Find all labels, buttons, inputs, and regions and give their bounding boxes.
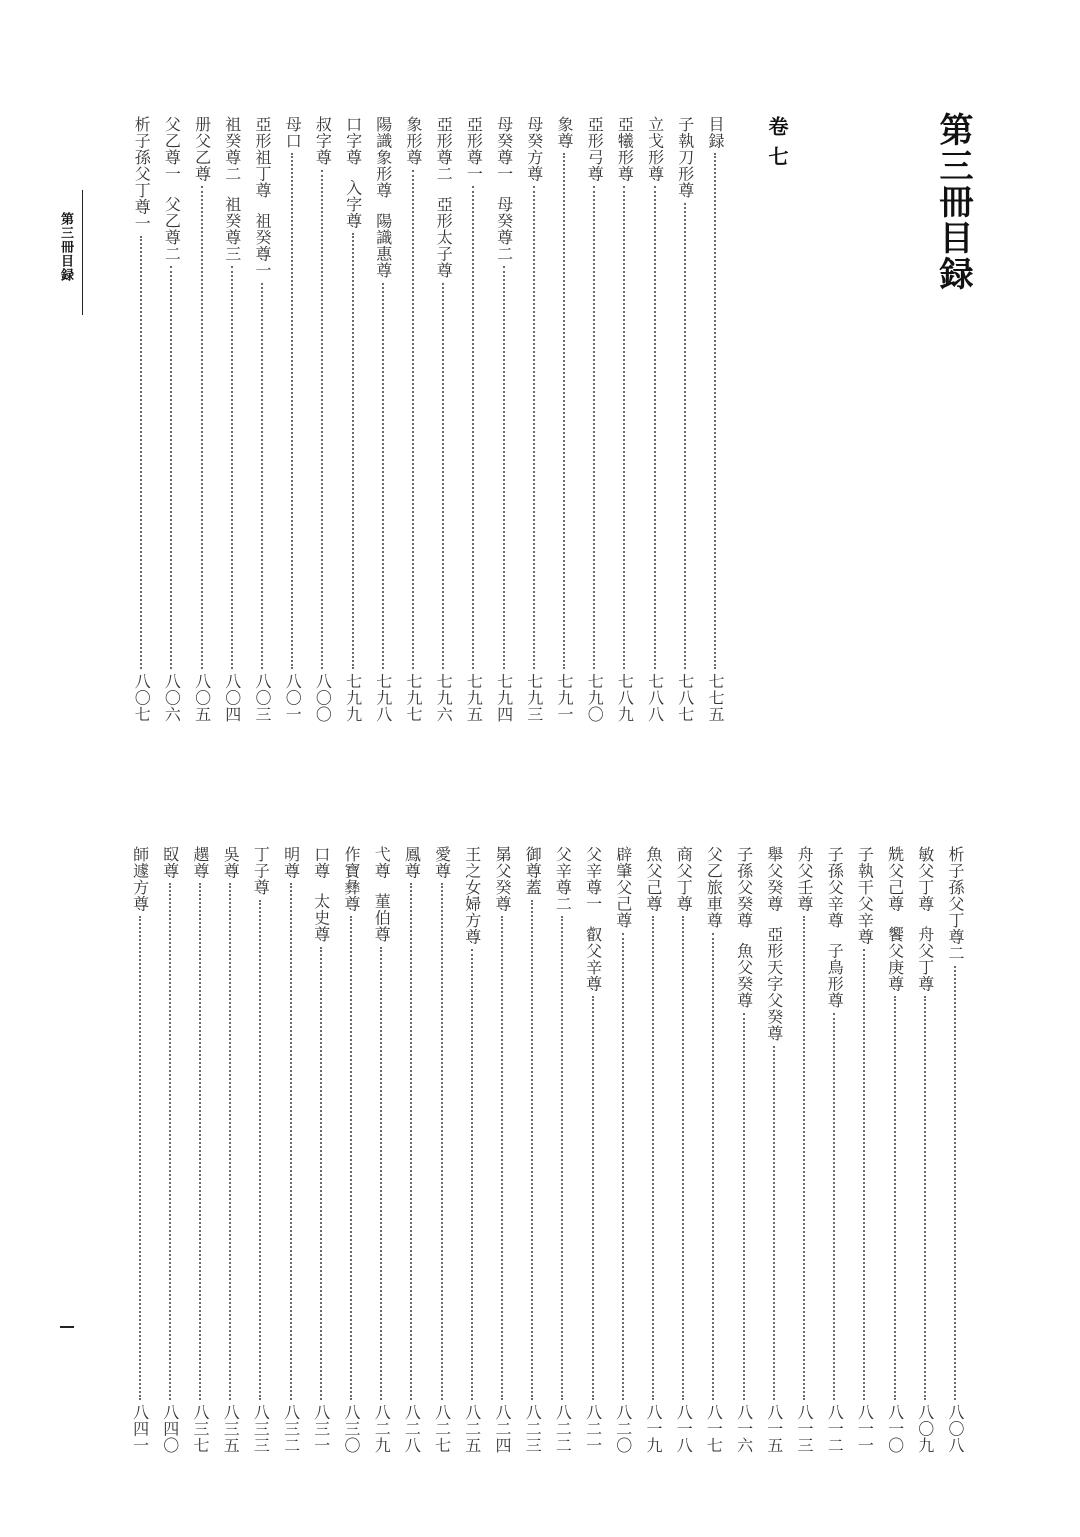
toc-leader-dots <box>533 186 535 669</box>
toc-entry-title <box>224 116 240 262</box>
toc-leader-dots <box>652 916 654 1400</box>
toc-entry-title-part: 母癸方尊 <box>524 116 544 182</box>
toc-leader-dots <box>743 1013 745 1400</box>
toc-entry-title <box>615 846 631 929</box>
toc-entry-page: 七九四 <box>494 672 514 722</box>
toc-entry-page: 八一〇 <box>885 1403 905 1453</box>
toc-entry-title <box>917 846 933 992</box>
toc-entry-title-part: 母癸尊二 <box>494 196 514 262</box>
toc-entry-title <box>251 846 271 896</box>
toc-entry-title-part: 象形尊 <box>404 116 423 166</box>
toc-entry <box>155 846 185 1453</box>
toc-leader-dots <box>684 203 686 669</box>
toc-entry-title-part: 立戈形尊 <box>645 116 665 182</box>
toc-entry <box>277 116 307 722</box>
toc-leader-dots <box>352 233 354 669</box>
toc-entry <box>427 846 457 1453</box>
toc-entry-title <box>194 116 210 182</box>
toc-entry-title <box>464 116 484 182</box>
toc-entry-page: 八二九 <box>372 1403 392 1453</box>
toc-entry <box>547 846 577 1453</box>
toc-entry-title-part: 商父丁尊 <box>674 846 694 912</box>
toc-leader-dots <box>169 883 171 1400</box>
toc-entry-title-part: 魚父癸尊 <box>734 942 754 1009</box>
toc-entry-title <box>704 846 724 929</box>
toc-entry-title <box>313 116 333 166</box>
toc-entry-title-part: 父辛尊一 <box>583 846 603 912</box>
toc-entry-title-part: 舉父癸尊 <box>764 846 784 912</box>
toc-entry-title-part: 作寶彝尊 <box>342 846 361 912</box>
toc-entry-title-part: 析子孫父丁尊一 <box>132 116 152 232</box>
toc-entry <box>700 116 730 722</box>
toc-entry-page: 八二二 <box>553 1403 573 1453</box>
toc-entry-title <box>132 846 148 912</box>
toc-entry-title-part: 辟肇父己尊 <box>613 846 633 929</box>
toc-entry-page: 八〇九 <box>915 1403 935 1453</box>
toc-entry-page: 七八八 <box>645 672 665 722</box>
toc-entry-title-part: 太史尊 <box>311 893 331 943</box>
running-head-text: 第三冊目録 <box>58 212 73 282</box>
toc-entry-title-part: 口字尊 <box>343 116 363 166</box>
toc-leader-dots <box>471 949 473 1400</box>
toc-entry-title-part: 鳳尊 <box>402 846 422 879</box>
toc-entry-title-part: 臤尊 <box>160 846 180 879</box>
toc-entry-page: 八三二 <box>281 1403 301 1453</box>
toc-entry-title <box>372 846 392 943</box>
toc-entry-title-part: 饗父庚尊 <box>885 926 905 992</box>
toc-entry-title <box>947 846 963 962</box>
toc-leader-dots <box>592 996 594 1400</box>
toc-entry-title <box>402 846 422 879</box>
toc-entry-title <box>434 116 454 279</box>
toc-entry-page: 八一五 <box>764 1403 784 1453</box>
toc-entry-title-part: 目録 <box>706 116 725 149</box>
toc-entry-title-part: 魚父己尊 <box>644 846 663 912</box>
toc-entry-title-part: 晜父癸尊 <box>493 846 512 912</box>
toc-entry-page: 八〇五 <box>192 672 212 722</box>
toc-entry-title <box>825 846 845 1009</box>
toc-entry-title-part: 叡父辛尊 <box>583 926 603 992</box>
toc-entry-title-part: 菫伯尊 <box>372 893 392 943</box>
toc-entry-title <box>345 116 361 229</box>
toc-entry-title-part: 子執干父辛尊 <box>855 846 875 945</box>
toc-entry-title-part: 陽識惠尊 <box>373 212 393 279</box>
toc-entry <box>336 846 366 1453</box>
toc-entry-page: 八三三 <box>251 1403 271 1453</box>
toc-entry <box>880 846 910 1453</box>
toc-entry-title <box>523 846 543 896</box>
toc-entry-page: 八一三 <box>795 1403 814 1453</box>
toc-entry-page: 七九五 <box>464 672 484 722</box>
toc-entry-title <box>887 846 903 992</box>
toc-entry-title <box>585 846 601 992</box>
toc-entry-title-part: 趩尊 <box>191 846 210 879</box>
toc-entry-page: 八四一 <box>130 1403 150 1453</box>
toc-entry-title-part: 父乙尊二 <box>162 196 182 262</box>
juan-heading: 卷七 <box>765 116 789 176</box>
toc-entry-title-part: 王之女婦方尊 <box>462 846 482 945</box>
toc-entry-page: 八二三 <box>523 1403 543 1453</box>
toc-entry-title-part: 母癸尊一 <box>494 116 514 182</box>
toc-entry-title-part: 父乙尊一 <box>162 116 182 182</box>
toc-entry <box>670 116 700 722</box>
toc-entry-page: 七九七 <box>404 672 423 722</box>
toc-entry-title <box>132 116 152 232</box>
toc-entry-page: 八四〇 <box>160 1403 180 1453</box>
toc-entry <box>125 846 155 1453</box>
toc-leader-dots <box>412 170 414 669</box>
toc-entry-title-part: 亞犧形尊 <box>615 116 635 182</box>
toc-entry <box>215 846 245 1453</box>
toc-leader-dots <box>140 236 142 669</box>
toc-leader-dots <box>623 186 625 669</box>
toc-entry <box>247 116 277 722</box>
toc-entry-title <box>553 846 573 912</box>
toc-entry <box>307 116 337 722</box>
toc-entry-title <box>283 116 303 149</box>
toc-leader-dots <box>833 1013 835 1400</box>
toc-entry-title <box>645 846 661 912</box>
toc-entry-title-part: 御尊蓋 <box>523 846 543 896</box>
toc-leader-dots <box>442 283 444 669</box>
toc-entry <box>156 116 186 722</box>
toc-leader-dots <box>894 996 896 1400</box>
toc-entry-page: 七九九 <box>343 672 363 722</box>
toc-entry-page: 八〇七 <box>132 672 152 722</box>
folio-mark <box>60 1326 74 1328</box>
toc-entry-page: 七九〇 <box>585 672 605 722</box>
toc-entry-title-part: 師遽方尊 <box>130 846 150 912</box>
toc-entry-title-part: 兟父己尊 <box>885 846 905 912</box>
toc-entry-title <box>464 846 480 945</box>
toc-leader-dots <box>290 883 292 1400</box>
toc-entry <box>366 846 396 1453</box>
toc-entry-title-part: 明尊 <box>281 846 301 879</box>
toc-entry-title-part: 亞形弓尊 <box>585 116 605 182</box>
toc-entry-title <box>494 846 510 912</box>
toc-entry-page: 八二七 <box>432 1403 452 1453</box>
toc-entry-page: 八一六 <box>734 1403 754 1453</box>
toc-leader-dots <box>561 916 563 1400</box>
toc-entry-page: 七九三 <box>524 672 544 722</box>
toc-entry-page: 七九一 <box>555 672 574 722</box>
toc-leader-dots <box>350 916 352 1400</box>
toc-leader-dots <box>261 283 263 669</box>
toc-entry-page: 八〇〇 <box>313 672 333 722</box>
toc-entry-page: 八〇六 <box>162 672 182 722</box>
toc-entry <box>126 116 156 722</box>
toc-entry-page: 八二四 <box>493 1403 512 1453</box>
toc-entry <box>187 116 217 722</box>
toc-entry-page: 七八七 <box>675 672 695 722</box>
toc-entry <box>245 846 275 1453</box>
toc-entry-page: 八一七 <box>704 1403 724 1453</box>
toc-entry-title-part: 象尊 <box>555 116 574 149</box>
toc-leader-dots <box>229 883 231 1400</box>
toc-leader-dots <box>531 900 533 1400</box>
toc-entry-title-part: 父乙旅車尊 <box>704 846 724 929</box>
toc-leader-dots <box>321 170 323 669</box>
toc-leader-dots <box>139 916 141 1400</box>
toc-entry-page: 八三五 <box>221 1403 241 1453</box>
toc-entry-title <box>707 116 723 149</box>
toc-leader-dots <box>441 883 443 1400</box>
toc-entry-page: 八一一 <box>855 1403 875 1453</box>
toc-leader-dots <box>501 916 503 1400</box>
toc-entry-title-part: 子孫父辛尊 <box>825 846 845 929</box>
toc-entry-title-part: 舟父壬尊 <box>795 846 814 912</box>
toc-leader-dots <box>382 283 384 669</box>
toc-entry <box>519 116 549 722</box>
toc-entry <box>489 116 519 722</box>
toc-entry-page: 八〇八 <box>946 1403 965 1453</box>
toc-leader-dots <box>714 153 716 669</box>
toc-entry <box>789 846 819 1453</box>
toc-entry-page: 八一九 <box>644 1403 663 1453</box>
toc-entry <box>276 846 306 1453</box>
toc-entry <box>910 846 940 1453</box>
toc-entry-page: 八三〇 <box>342 1403 361 1453</box>
toc-entry <box>487 846 517 1453</box>
toc-entry-page: 八〇四 <box>222 672 242 722</box>
toc-leader-dots <box>231 266 233 669</box>
toc-entry-title-part: 口尊 <box>311 846 331 879</box>
toc-entry-title <box>556 116 572 149</box>
toc-entry-page: 七八九 <box>615 672 635 722</box>
toc-leader-dots <box>682 916 684 1400</box>
toc-entry-title-part: 吳尊 <box>221 846 241 879</box>
toc-leader-dots <box>712 933 714 1400</box>
toc-entry-page: 八一八 <box>674 1403 694 1453</box>
toc-entry <box>306 846 336 1453</box>
toc-entry <box>640 116 670 722</box>
toc-entry-title-part: 亞形祖丁尊 <box>253 116 272 199</box>
toc-entry-title <box>375 116 391 279</box>
toc-entry-title-part: 子執刀形尊 <box>675 116 695 199</box>
toc-entry-page: 八二五 <box>462 1403 482 1453</box>
toc-entry-title <box>343 846 359 912</box>
toc-entry-page: 八〇一 <box>283 672 303 722</box>
toc-entry-title-part: 册父乙尊 <box>192 116 212 182</box>
toc-entry <box>940 846 970 1453</box>
toc-entry-title-part: 子鳥形尊 <box>825 942 845 1009</box>
toc-entry-page: 八三七 <box>191 1403 210 1453</box>
toc-entry <box>609 116 639 722</box>
toc-leader-dots <box>654 186 656 669</box>
toc-entry-title <box>496 116 512 262</box>
toc-leader-dots <box>803 916 805 1400</box>
toc-entry-title-part: 祖癸尊二 <box>222 116 242 182</box>
toc-entry-page: 八一二 <box>825 1403 845 1453</box>
toc-entry-title-part: 亞形太子尊 <box>434 196 454 279</box>
toc-entry <box>608 846 638 1453</box>
toc-entry-title-part: 父辛尊二 <box>553 846 573 912</box>
toc-leader-dots <box>563 153 565 669</box>
toc-entry <box>428 116 458 722</box>
toc-entry-title <box>221 846 241 879</box>
toc-entry <box>549 116 579 722</box>
toc-entry-title-part: 愛尊 <box>432 846 452 879</box>
toc-entry <box>458 116 488 722</box>
toc-entry-title <box>283 846 299 879</box>
toc-entry-title <box>162 116 182 262</box>
toc-entry-title-part: 亞形尊一 <box>464 116 484 182</box>
toc-entry-title-part: 祖癸尊三 <box>222 196 242 262</box>
toc-entry-title-part: 祖癸尊一 <box>253 212 272 279</box>
toc-entry <box>668 846 698 1453</box>
toc-leader-dots <box>773 1046 775 1400</box>
toc-entry <box>729 846 759 1453</box>
toc-leader-dots <box>320 947 322 1400</box>
toc-leader-dots <box>259 900 261 1400</box>
toc-entry-title-part: 析子孫父丁尊二 <box>946 846 965 962</box>
toc-entry <box>819 846 849 1453</box>
toc-leader-dots <box>593 186 595 669</box>
toc-entry-title <box>585 116 605 182</box>
toc-leader-dots <box>472 186 474 669</box>
toc-entry-page: 八三一 <box>311 1403 331 1453</box>
toc-leader-dots <box>503 266 505 669</box>
toc-entry-title <box>526 116 542 182</box>
toc-entry-title <box>796 846 812 912</box>
toc-entry <box>457 846 487 1453</box>
toc-entry-title-part: 入字尊 <box>343 179 363 229</box>
toc-entry <box>759 846 789 1453</box>
toc-entry <box>638 846 668 1453</box>
toc-entry-title <box>674 846 694 912</box>
toc-entry <box>338 116 368 722</box>
toc-leader-dots <box>410 883 412 1400</box>
toc-entry-title-part: 丁子尊 <box>251 846 271 896</box>
toc-entry-page: 七七五 <box>706 672 725 722</box>
toc-entry-title <box>647 116 663 182</box>
toc-entry-title-part: 弋尊 <box>372 846 392 879</box>
toc-leader-dots <box>863 949 865 1400</box>
toc-entry-title <box>162 846 178 879</box>
toc-entry-title <box>192 846 208 879</box>
toc-entry-title-part: 舟父丁尊 <box>915 926 935 992</box>
toc-entry-title <box>313 846 329 943</box>
toc-leader-dots <box>954 966 956 1400</box>
toc-entry-title <box>434 846 450 879</box>
toc-entry-title-part: 母口 <box>283 116 303 149</box>
toc-entry-title <box>766 846 782 1042</box>
toc-entry-page: 七九八 <box>373 672 393 722</box>
toc-leader-dots <box>199 883 201 1400</box>
toc-entry-title <box>254 116 270 279</box>
toc-entry <box>185 846 215 1453</box>
toc-entry <box>849 846 879 1453</box>
toc-entry <box>517 846 547 1453</box>
toc-entry-title <box>855 846 875 945</box>
toc-leader-dots <box>170 266 172 669</box>
running-head <box>50 190 83 315</box>
toc-entry-page: 八二八 <box>402 1403 422 1453</box>
toc-entry-title-part: 亞形天字父癸尊 <box>764 926 784 1042</box>
toc-entry-title <box>736 846 752 1009</box>
toc-entry <box>698 846 728 1453</box>
toc-leader-dots <box>924 996 926 1400</box>
toc-entry <box>578 846 608 1453</box>
toc-entry <box>398 116 428 722</box>
toc-entry-page: 八〇三 <box>253 672 272 722</box>
toc-leader-dots <box>380 947 382 1400</box>
toc-entry-title-part: 亞形尊二 <box>434 116 454 182</box>
toc-entry-page: 八二〇 <box>613 1403 633 1453</box>
toc-entry-title-part: 子孫父癸尊 <box>734 846 754 929</box>
toc-entry <box>579 116 609 722</box>
toc-leader-dots <box>201 186 203 669</box>
toc-entry-title-part: 叔字尊 <box>313 116 333 166</box>
toc-entry-title-part: 陽識象形尊 <box>373 116 393 199</box>
toc-entry-title <box>405 116 421 166</box>
toc-entry <box>396 846 426 1453</box>
toc-entry-title <box>677 116 693 199</box>
toc-entry-title <box>615 116 635 182</box>
toc-leader-dots <box>291 153 293 669</box>
toc-entry-page: 八二一 <box>583 1403 603 1453</box>
toc-entry-title-part: 敏父丁尊 <box>915 846 935 912</box>
toc-entry <box>217 116 247 722</box>
page-title: 第三冊目録 <box>933 112 973 292</box>
toc-entry <box>368 116 398 722</box>
toc-leader-dots <box>622 933 624 1400</box>
toc-entry-page: 七九六 <box>434 672 454 722</box>
